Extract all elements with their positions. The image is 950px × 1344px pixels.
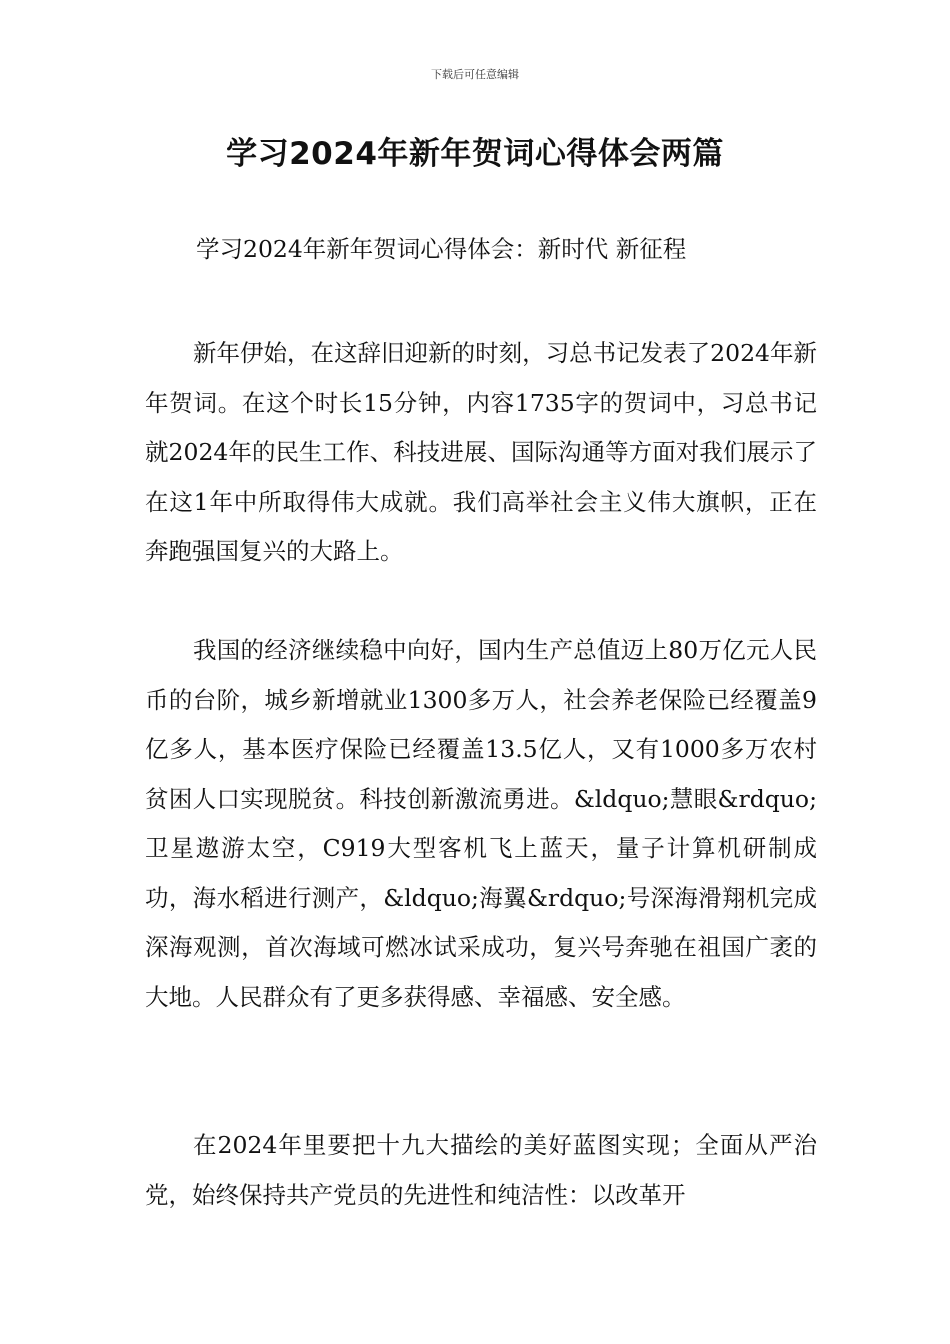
body-paragraph: 在2024年里要把十九大描绘的美好蓝图实现；全面从严治党，始终保持共产党员的先进性和纯洁性：以改革开: [145, 1131, 817, 1209]
body-paragraph: 我国的经济继续稳中向好，国内生产总值迈上80万亿元人民币的台阶，城乡新增就业1300多万人，社会养老保险已经覆盖9亿多人，基本医疗保险已经覆盖13.5亿人，又有1000多万农村贫困人口实现脱贫。科技创新激流勇进。&ldquo;慧眼&rdquo;卫星遨游太空，C919大型客机飞上蓝天，量子计算机研制成功，海水稻进行测产，&ldquo;海翼&rdquo;号深海滑翔机完成深海观测，首次海域可燃冰试采成功，复兴号奔驰在祖国广袤的大地。人民群众有了更多获得感、幸福感、安全感。: [145, 636, 817, 1011]
document-subtitle: 学习2024年新年贺词心得体会：新时代 新征程: [196, 235, 687, 263]
body-paragraph: 新年伊始，在这辞旧迎新的时刻，习总书记发表了2024年新年贺词。在这个时长15分钟，内容1735字的贺词中，习总书记就2024年的民生工作、科技进展、国际沟通等方面对我们展示了在这1年中所取得伟大成就。我们高举社会主义伟大旗帜，正在奔跑强国复兴的大路上。: [145, 339, 817, 565]
header-note: 下载后可任意编辑: [431, 68, 519, 81]
document-title: 学习2024年新年贺词心得体会两篇: [226, 136, 724, 172]
